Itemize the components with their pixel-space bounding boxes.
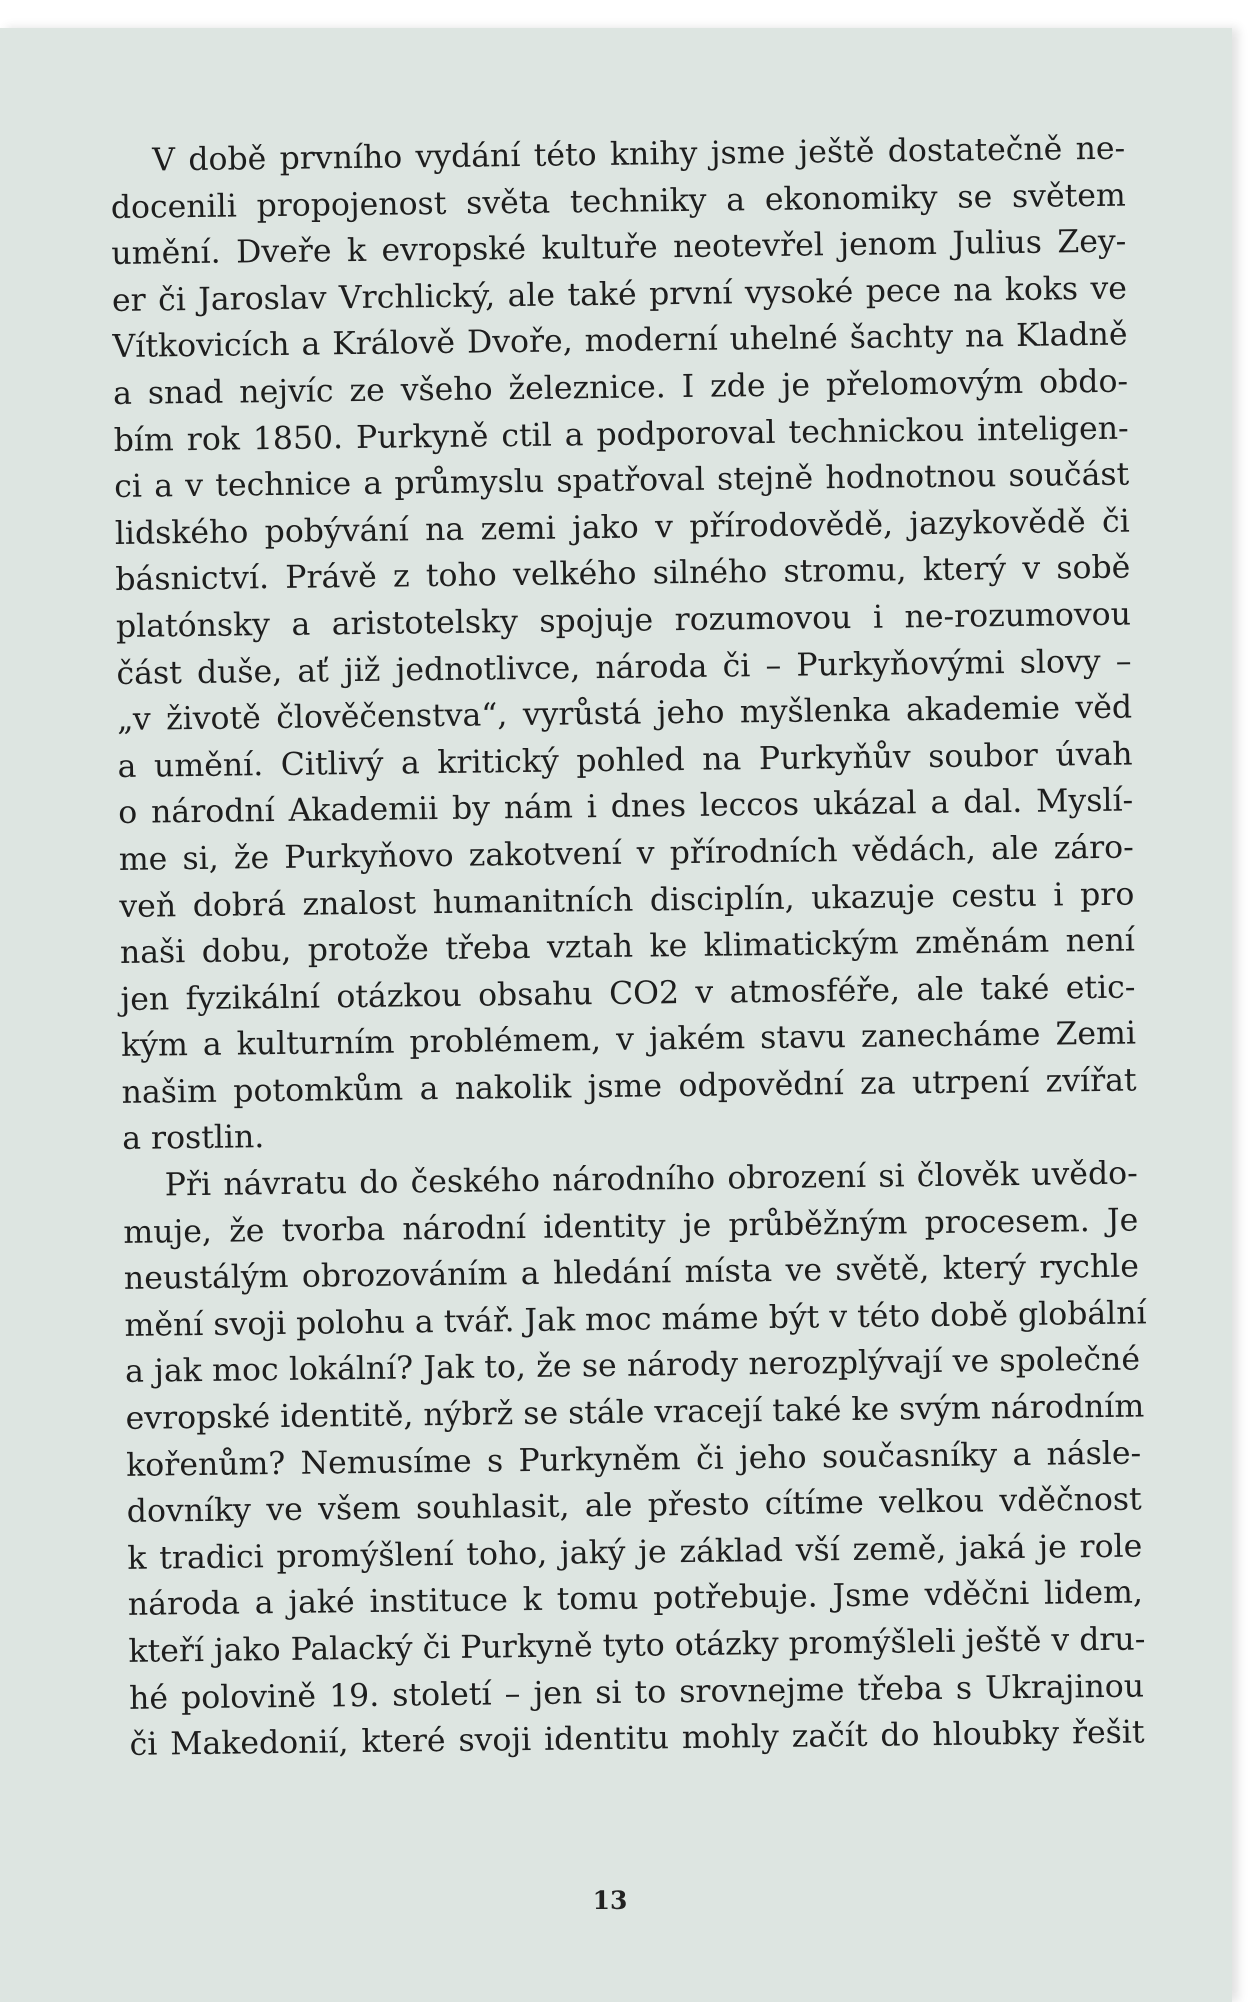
text-line: Při návratu do českého národního obrození si člověk uvědo- (164, 1155, 1138, 1204)
text-line: národa a jaké instituce k tomu potřebuje. Jsme vděčni lidem, (127, 1574, 1144, 1624)
text-line: básnictví. Právě z toho velkého silného stromu, který v sobě (115, 549, 1131, 599)
text-line: lidského pobývání na zemi jako v přírodovědě, jazykovědě či (114, 503, 1130, 552)
text-line: a jak moc lokální? Jak to, že se národy nerozplývají ve společné (124, 1341, 1141, 1391)
text-line: našim potomkům a nakolik jsme odpovědní za utrpení zvířat (121, 1062, 1137, 1111)
text-line: V době prvního vydání této knihy jsme ještě dostatečně ne- (152, 130, 1126, 179)
text-line: či Makedonií, které svoji identitu mohly začít do hloubky řešit (129, 1714, 1145, 1764)
text-line: k tradici promýšlení toho, jaký je základ vší země, jaká je role (127, 1528, 1143, 1577)
text-line: er či Jaroslav Vrchlický, ale také první vysoké pece na koks ve (111, 270, 1128, 319)
text-line: neustálým obrozováním a hledání místa ve světě, který rychle (123, 1248, 1140, 1298)
text-line: hé polovině 19. století – jen si to srovnejme třeba s Ukrajinou (128, 1668, 1145, 1717)
text-line: mění svoji polohu a tvář. Jak moc máme být v této době globální (124, 1295, 1147, 1344)
text-line: Vítkovicích a Králově Dvoře, moderní uhelné šachty na Kladně (112, 316, 1128, 366)
text-line: a umění. Citlivý a kritický pohled na Purkyňův soubor úvah (117, 736, 1133, 785)
text-line: kteří jako Palacký či Purkyně tyto otázky promýšleli ještě v dru- (128, 1621, 1146, 1670)
book-page (0, 28, 1232, 2002)
text-line: platónsky a aristotelsky spojuje rozumovou i ne-rozumovou (115, 596, 1132, 645)
text-line: a rostlin. (122, 1119, 265, 1158)
text-line: naši dobu, protože třeba vztah ke klimatickým změnám není (119, 922, 1136, 972)
text-line: docenili propojenost světa techniky a ekonomiky se světem (110, 177, 1126, 226)
text-line: umění. Dveře k evropské kultuře neotevřel jenom Julius Zey- (111, 223, 1127, 273)
text-line: a snad nejvíc ze všeho železnice. I zde je přelomovým obdo- (112, 363, 1129, 412)
text-line: kým a kulturním problémem, v jakém stavu zanecháme Zemi (120, 1015, 1137, 1065)
text-line: kořenům? Nemusíme s Purkyněm či jeho současníky a násle- (125, 1435, 1142, 1484)
paragraph (110, 126, 1137, 1163)
text-line: me si, že Purkyňovo zakotvení v přírodních vědách, ale záro- (118, 829, 1134, 878)
text-line: bím rok 1850. Purkyně ctil a podporoval technickou inteligen- (113, 410, 1129, 459)
text-line: ci a v technice a průmyslu spatřoval stejně hodnotnou součást (114, 456, 1130, 506)
text-line: část duše, ať již jednotlivce, národa či – Purkyňovými slovy – (116, 643, 1132, 692)
text-line: evropské identitě, nýbrž se stále vracejí také ke svým národním (125, 1388, 1145, 1437)
text-line: o národní Akademii by nám i dnes leccos ukázal a dal. Myslí- (118, 782, 1134, 832)
paragraph (123, 1151, 1145, 1769)
text-line: muje, že tvorba národní identity je průběžným procesem. Je (123, 1202, 1139, 1251)
page-number: 13 (592, 1886, 628, 1915)
text-line: jen fyzikální otázkou obsahu CO2 v atmosféře, ale také etic- (120, 969, 1136, 1018)
text-line: veň dobrá znalost humanitních disciplín, ukazuje cestu i pro (119, 876, 1135, 925)
text-line: „v životě člověčenstva“, vyrůstá jeho myšlenka akademie věd (116, 689, 1133, 739)
text-line: dovníky ve všem souhlasit, ale přesto cítíme velkou vděčnost (126, 1481, 1142, 1531)
body-text (110, 126, 1145, 1769)
